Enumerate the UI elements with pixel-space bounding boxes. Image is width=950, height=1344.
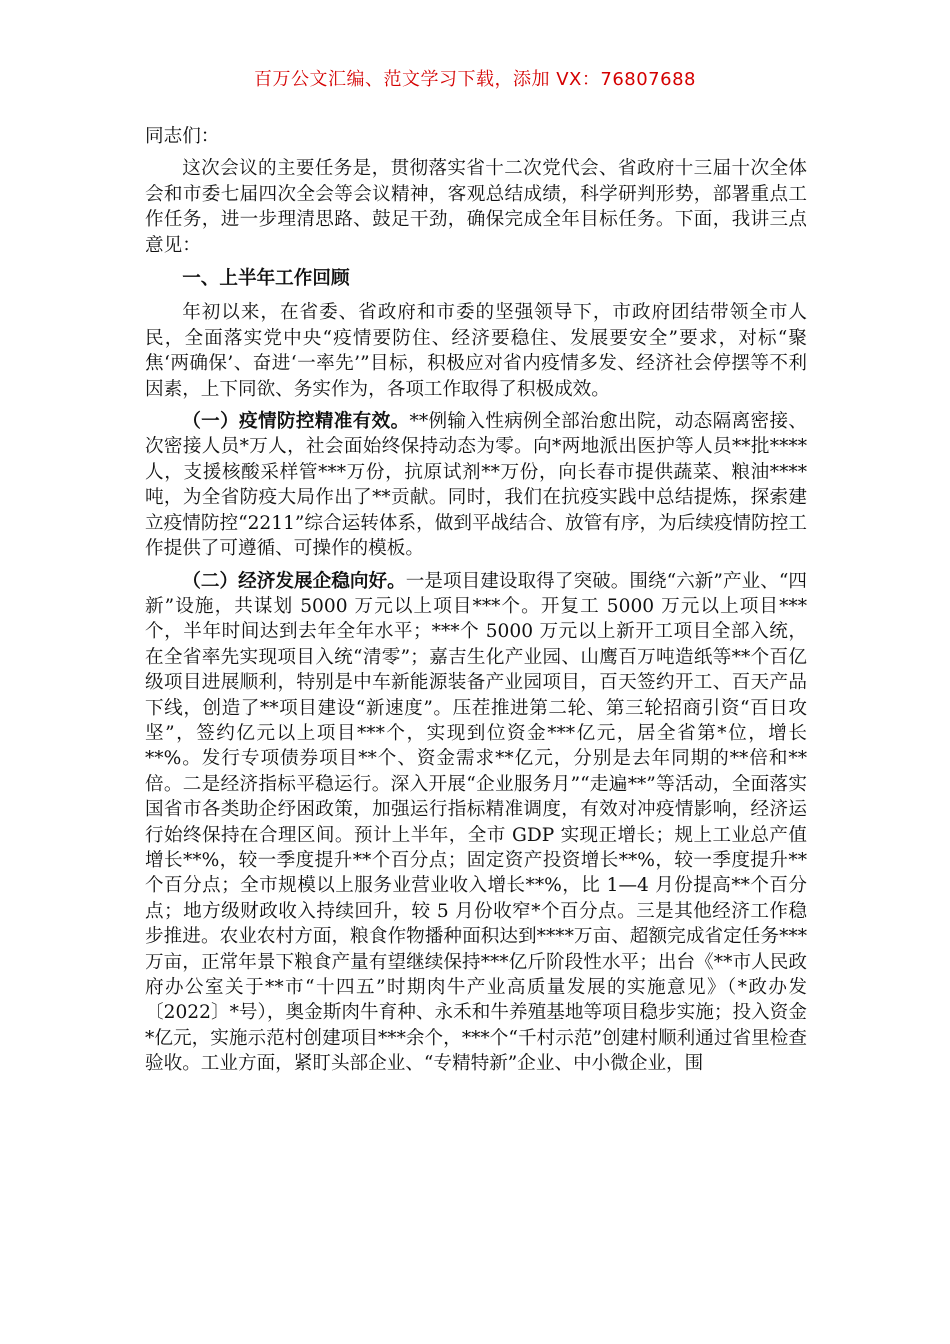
intro-paragraph: 这次会议的主要任务是，贯彻落实省十二次党代会、省政府十三届十次全体会和市委七届四次全会等会议精神，客观总结成绩，科学研判形势，部署重点工作任务，进一步理清思路、鼓足干劲，确保完成全年目标任务。下面，我讲三点意见：: [145, 158, 807, 256]
item2-paragraph: [145, 569, 807, 1077]
item1-lead: （一）疫情防控精准有效。: [182, 411, 410, 433]
section-heading-1: 一、上半年工作回顾: [182, 268, 350, 290]
section1-intro-paragraph: 年初以来，在省委、省政府和市委的坚强领导下，市政府团结带领全市人民，全面落实党中央“疫情要防住、经济要稳住、发展要安全”要求，对标“聚焦‘两确保’、奋进‘一率先’”目标，积极应对省内疫情多发、经济社会停摆等不利因素，上下同欲、务实作为，各项工作取得了积极成效。: [145, 302, 807, 400]
item2-text: 一是项目建设取得了突破。围绕“六新”产业、“四新”设施，共谋划 5000 万元以上项目***个。开复工 5000 万元以上项目***个，半年时间达到去年全年水平；***个 5000 万元以上新开工项目全部入统，在全省率先实现项目入统“清零”；嘉吉生化产业园、山鹰百万吨造纸等**个百亿级项目进展顺利，特别是中车新能源装备产业园项目，百天签约开工、百天产品下线，创造了**项目建设“新速度”。压茬推进第二轮、第三轮招商引资“百日攻坚”，签约亿元以上项目***个，实现到位资金***亿元，居全省第*位，增长**%。发行专项债券项目**个、资金需求**亿元，分别是去年同期的**倍和**倍。二是经济指标平稳运行。深入开展“企业服务月”“走遍**”等活动，全面落实国省市各类助企纾困政策，加强运行指标精准调度，有效对冲疫情影响，经济运行始终保持在合理区间。预计上半年，全市 GDP 实现正增长；规上工业总产值增长**%，较一季度提升**个百分点；固定资产投资增长**%，较一季度提升**个百分点；全市规模以上服务业营业收入增长**%，比 1—4 月份提高**个百分点；地方级财政收入持续回升，较 5 月份收窄*个百分点。三是其他经济工作稳步推进。农业农村方面，粮食作物播种面积达到****万亩、超额完成省定任务***万亩，正常年景下粮食产量有望继续保持***亿斤阶段性水平；出台《**市人民政府办公室关于**市“十四五”时期肉牛产业高质量发展的实施意见》（*政办发〔2022〕*号），奥金斯肉牛育种、永禾和牛养殖基地等项目稳步实施；投入资金*亿元，实施示范村创建项目***余个，***个“千村示范”创建村顺利通过省里检查验收。工业方面，紧盯头部企业、“专精特新”企业、中小微企业，围: [145, 570, 807, 1075]
header-banner: 百万公文汇编、范文学习下载，添加 VX：76807688: [254, 69, 696, 90]
item1-paragraph: [145, 409, 807, 561]
item2-lead: （二）经济发展企稳向好。: [182, 570, 406, 592]
item1-text: **例输入性病例全部治愈出院，动态隔离密接、次密接人员*万人，社会面始终保持动态为零。向*两地派出医护等人员**批****人，支援核酸采样管***万份，抗原试剂**万份，向长春市提供蔬菜、粮油****吨，为全省防疫大局作出了**贡献。同时，我们在抗疫实践中总结提炼，探索建立疫情防控“2211”综合运转体系，做到平战结合、放管有序，为后续疫情防控工作提供了可遵循、可操作的模板。: [145, 411, 807, 560]
salutation: 同志们：: [145, 126, 220, 147]
document-body: [145, 124, 807, 1084]
